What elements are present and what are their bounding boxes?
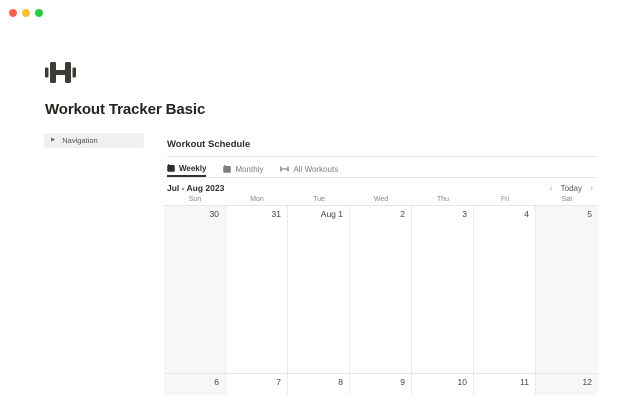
calendar-day-cell[interactable]: 6 <box>164 374 226 395</box>
calendar-nav <box>550 184 597 193</box>
navigation-toggle[interactable] <box>44 133 144 148</box>
window-controls <box>9 9 43 17</box>
calendar-day-cell[interactable]: 4 <box>474 206 536 373</box>
tab-monthly[interactable] <box>223 161 263 177</box>
calendar-icon <box>167 164 175 172</box>
day-header: Fri <box>500 196 510 203</box>
day-header: Thu <box>436 196 450 203</box>
calendar-grid <box>164 205 598 395</box>
calendar-day-cell[interactable]: 9 <box>350 374 412 395</box>
date-range-label: Jul - Aug 2023 <box>167 183 225 193</box>
calendar-week-row <box>164 374 598 395</box>
tab-all-workouts[interactable] <box>280 161 338 177</box>
page-title: Workout Tracker Basic <box>45 101 206 118</box>
zoom-button[interactable] <box>35 9 43 17</box>
calendar-day-cell[interactable]: 12 <box>536 374 598 395</box>
calendar-day-cell[interactable]: Aug 1 <box>288 206 350 373</box>
dumbbell-icon <box>45 61 76 84</box>
database-title: Workout Schedule <box>167 139 251 150</box>
day-header: Sun <box>188 196 202 203</box>
calendar-day-cell[interactable]: 31 <box>226 206 288 373</box>
tab-weekly[interactable] <box>167 161 206 177</box>
calendar-day-cell[interactable]: 5 <box>536 206 598 373</box>
calendar-toolbar <box>167 182 597 194</box>
day-header: Tue <box>313 196 325 203</box>
close-button[interactable] <box>9 9 17 17</box>
view-tabs <box>167 161 597 178</box>
minimize-button[interactable] <box>22 9 30 17</box>
calendar-day-cell[interactable]: 7 <box>226 374 288 395</box>
tab-label: Monthly <box>235 164 264 174</box>
calendar-day-cell[interactable]: 30 <box>164 206 226 373</box>
divider <box>167 156 597 157</box>
today-button[interactable]: Today <box>560 183 582 193</box>
navigation-toggle-label: Navigation <box>62 136 98 145</box>
dumbbell-icon <box>280 165 289 173</box>
chevron-left-icon[interactable]: ‹ <box>549 182 553 193</box>
day-header: Wed <box>373 196 389 203</box>
tab-label: All Workouts <box>293 164 339 174</box>
day-header: Mon <box>250 196 264 203</box>
calendar-icon <box>223 165 231 173</box>
calendar-day-cell[interactable]: 10 <box>412 374 474 395</box>
calendar-week-row <box>164 206 598 374</box>
calendar-day-cell[interactable]: 3 <box>412 206 474 373</box>
tab-label: Weekly <box>179 163 207 173</box>
calendar-day-cell[interactable]: 11 <box>474 374 536 395</box>
calendar-day-cell[interactable]: 2 <box>350 206 412 373</box>
triangle-right-icon: ▶ <box>51 136 56 143</box>
calendar-day-cell[interactable]: 8 <box>288 374 350 395</box>
day-header-row <box>164 196 598 203</box>
day-header: Sat <box>561 196 573 203</box>
chevron-right-icon[interactable]: › <box>590 182 593 193</box>
